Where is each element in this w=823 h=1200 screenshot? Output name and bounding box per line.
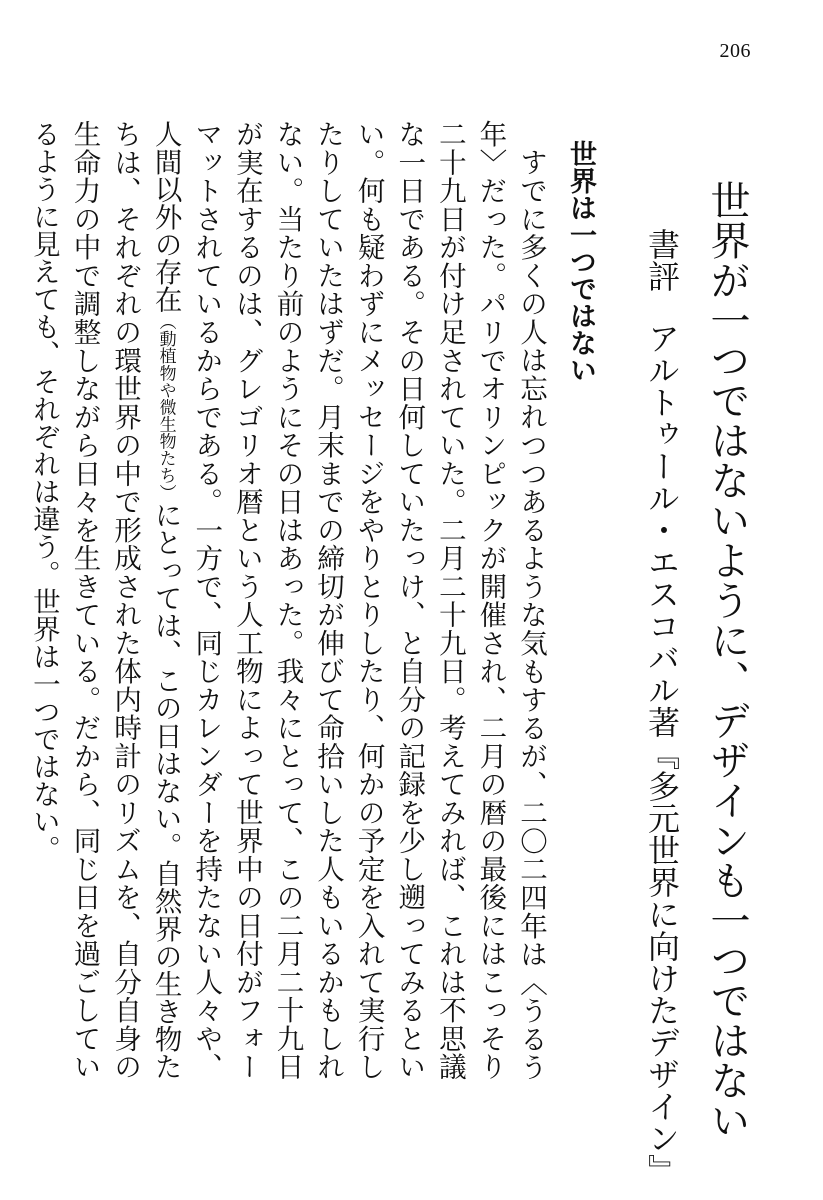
section-heading: 世界は一つではない [565, 140, 596, 383]
body-paragraph [23, 120, 551, 1080]
review-label: 書評 [643, 228, 681, 292]
body-text-part-2: にとっては、この日はない。自然界の生き物たちは、それぞれの環世界の中で形成された体内時計のリズムを、自分自身の生命力の中で調整しながら日々を生きている。だから、同じ日を過ごしているように見えても、それぞれは違う。世界は一つではない。 [27, 120, 182, 1081]
parenthetical-note: （動植物や微生物たち） [155, 313, 176, 501]
page-number: 206 [719, 40, 751, 62]
article-title: 世界が一つではないように、デザインも一つではない [704, 180, 750, 1140]
body-text [23, 120, 551, 1080]
book-reference: アルトゥール・エスコバル著『多元世界に向けたデザイン』 [643, 322, 681, 1186]
article-subtitle [640, 228, 684, 1186]
body-text-part-1: すでに多くの人は忘れつつあるような気もするが、二〇二四年は〈うるう年〉だった。パリでオリンピックが開催され、二月の暦の最後にはこっそり二十九日が付け足されていた。二月二十九日。考えてみれば、これは不思議な一日である。その日何していたっけ、と自分の記録を少し遡ってみるといい。何も疑わずにメッセージをやりとりしたり、何かの予定を入れて実行したりしていたはずだ。月末までの締切が伸びて命拾いした人もいるかもしれない。当たり前のようにその日はあった。我々にとって、この二月二十九日が実在するのは、グレゴリオ暦という人工物によって世界中の日付がフォーマットされているからである。一方で、同じカレンダーを持たない人々や、人間以外の存在 [149, 120, 547, 1080]
